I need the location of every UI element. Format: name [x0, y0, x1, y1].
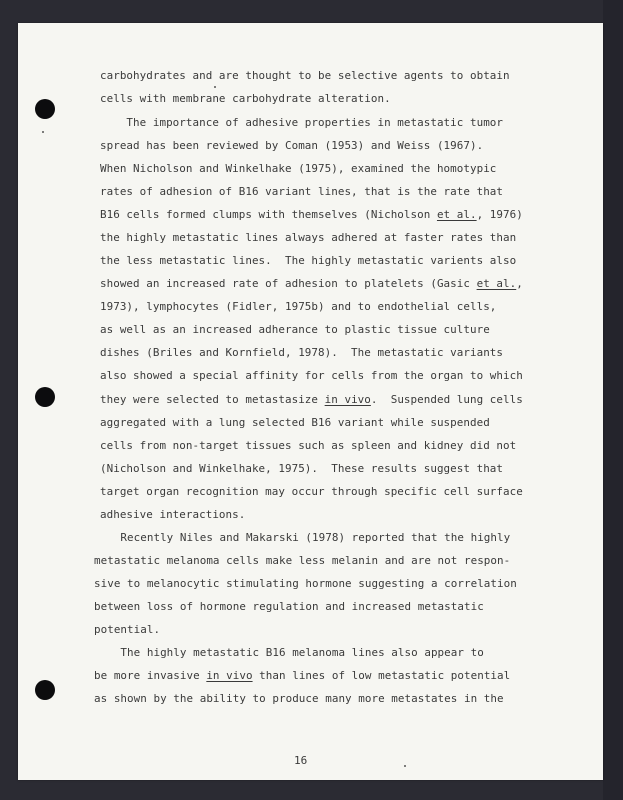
page-number: 16	[294, 754, 308, 767]
document-page	[18, 23, 603, 780]
text-line	[100, 508, 245, 522]
text-line	[94, 623, 160, 637]
text-line	[100, 69, 510, 83]
text-line	[100, 231, 516, 245]
text-span: , 1976)	[476, 208, 523, 221]
text-span: spread has been reviewed by Coman (1953) and Weiss (1967).	[100, 139, 484, 152]
text-span: The importance of adhesive properties in metastatic tumor	[100, 116, 504, 129]
text-line	[100, 416, 490, 430]
text-span: sive to melanocytic stimulating hormone suggesting a correlation	[94, 577, 517, 590]
text-line	[100, 369, 523, 383]
text-line	[100, 462, 503, 476]
text-span: as well as an increased adherance to plastic tissue culture	[100, 323, 490, 336]
text-span: target organ recognition may occur through specific cell surface	[100, 485, 523, 498]
text-line	[94, 669, 510, 683]
text-span: carbohydrates and are thought to be selective agents to obtain	[100, 69, 510, 82]
text-span: between loss of hormone regulation and increased metastatic	[94, 600, 484, 613]
text-span: aggregated with a lung selected B16 variant while suspended	[100, 416, 490, 429]
text-line	[100, 300, 496, 314]
text-span: B16 cells formed clumps with themselves (Nicholson	[100, 208, 437, 221]
text-line	[100, 208, 523, 222]
italic-underlined-term: et al.	[476, 277, 517, 290]
text-span: they were selected to metastasize	[100, 393, 325, 406]
text-line	[100, 485, 523, 499]
italic-underlined-term: in vivo	[206, 669, 253, 682]
text-span: showed an increased rate of adhesion to platelets (Gasic	[100, 277, 477, 290]
text-line	[100, 277, 523, 291]
text-span: also showed a special affinity for cells from the organ to which	[100, 369, 523, 382]
text-span: the highly metastatic lines always adhered at faster rates than	[100, 231, 517, 244]
scan-speck	[42, 131, 44, 133]
text-span: . Suspended lung cells	[370, 393, 523, 406]
text-line	[94, 577, 517, 591]
text-span: adhesive interactions.	[100, 508, 246, 521]
text-span: be more invasive	[94, 669, 207, 682]
text-line	[100, 162, 496, 176]
text-span: cells with membrane carbohydrate alteration.	[100, 92, 391, 105]
text-line	[100, 116, 503, 130]
text-span: potential.	[94, 623, 161, 636]
text-line	[94, 531, 510, 545]
text-line	[100, 393, 523, 407]
text-span: The highly metastatic B16 melanoma lines also appear to	[94, 646, 484, 659]
text-line	[100, 254, 516, 268]
text-span: rates of adhesion of B16 variant lines, that is the rate that	[100, 185, 504, 198]
text-line	[94, 600, 484, 614]
text-line	[100, 346, 503, 360]
text-span: the less metastatic lines. The highly metastatic varients also	[100, 254, 517, 267]
text-span: as shown by the ability to produce many more metastates in the	[94, 692, 504, 705]
text-line	[100, 185, 503, 199]
binder-hole	[35, 99, 55, 119]
text-line	[94, 692, 504, 706]
text-span: cells from non-target tissues such as spleen and kidney did not	[100, 439, 517, 452]
text-line	[100, 439, 516, 453]
text-span: When Nicholson and Winkelhake (1975), examined the homotypic	[100, 162, 497, 175]
text-span: 1973), lymphocytes (Fidler, 1975b) and to endothelial cells,	[100, 300, 497, 313]
italic-underlined-term: in vivo	[324, 393, 371, 406]
italic-underlined-term: et al.	[436, 208, 477, 221]
text-line	[94, 554, 510, 568]
binder-hole	[35, 387, 55, 407]
text-span: dishes (Briles and Kornfield, 1978). The metastatic variants	[100, 346, 504, 359]
text-line	[94, 646, 484, 660]
scan-speck	[404, 765, 406, 767]
text-line	[100, 323, 490, 337]
scan-speck	[214, 86, 216, 88]
scanner-background-strip	[603, 0, 623, 800]
text-span: than lines of low metastatic potential	[252, 669, 511, 682]
text-line	[100, 92, 391, 106]
text-span: (Nicholson and Winkelhake, 1975). These results suggest that	[100, 462, 504, 475]
text-line	[100, 139, 483, 153]
text-span: ,	[516, 277, 523, 290]
text-span: Recently Niles and Makarski (1978) reported that the highly	[94, 531, 511, 544]
binder-hole	[35, 680, 55, 700]
text-span: metastatic melanoma cells make less melanin and are not respon-	[94, 554, 511, 567]
